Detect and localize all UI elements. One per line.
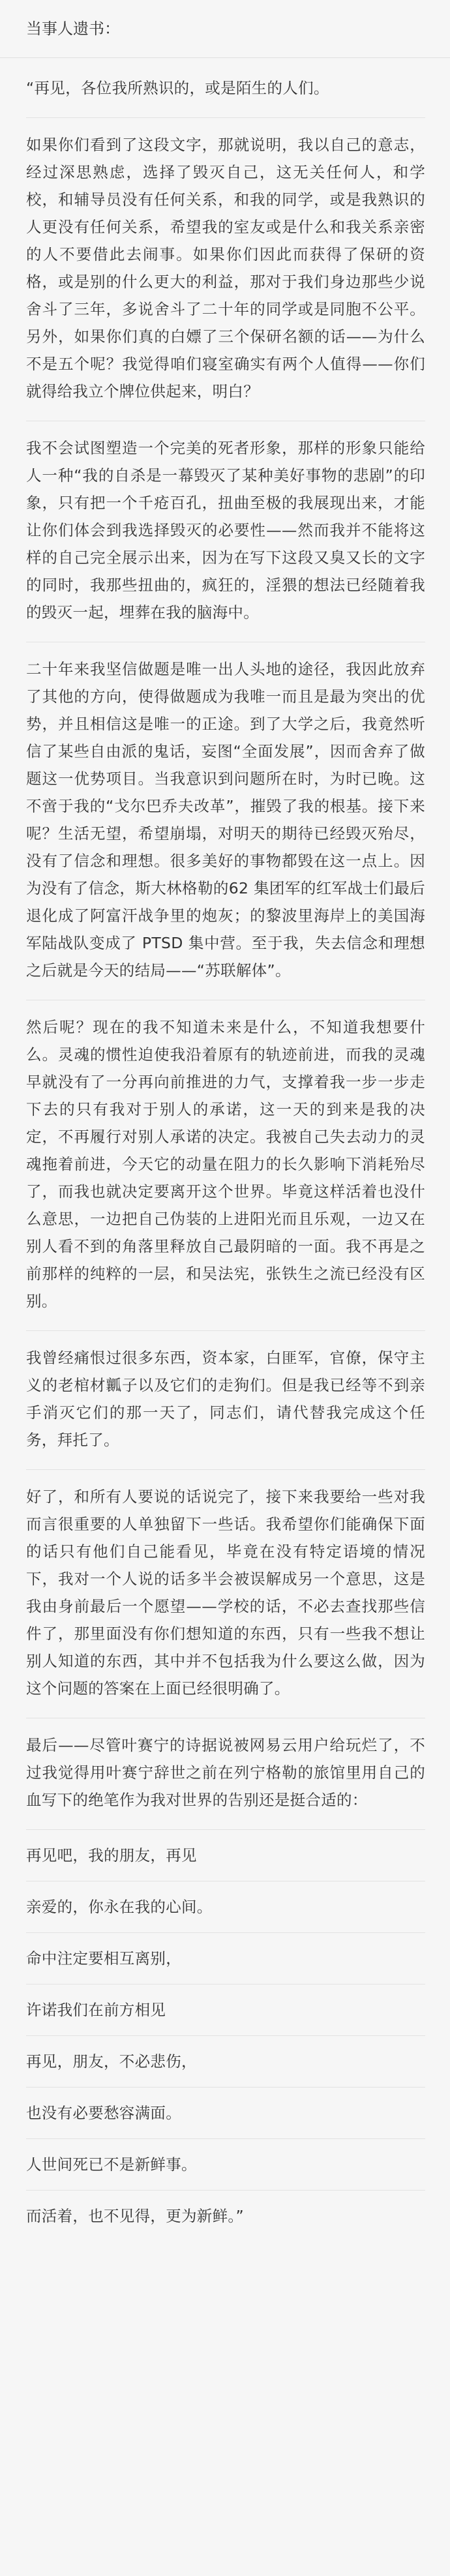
- poem-line: 而活着，也不见得，更为新鲜。”: [26, 2207, 244, 2225]
- poem-line: 也没有必要愁容满面。: [26, 2088, 425, 2139]
- poem-line: 命中注定要相互离别，: [26, 1933, 425, 1984]
- poem-line: 再见吧，我的朋友，再见: [26, 1830, 425, 1881]
- letter-heading: 当事人遗书：: [26, 20, 120, 38]
- paragraph-private-messages: 好了，和所有人要说的话说完了，接下来我要给一些对我而言很重要的人单独留下一些话。我希望你们能确保下面的话只有他们自己能看见，毕竟在没有特定语境的情况下，我对一个人说的话多半会被误解成另一个意思，这是我由身前最后一个愿望——学校的话，不必去查找那些信件了，那里面没有你们想知道的东西，只有一些我不想让别人知道的东西，其中并不包括我为什么要这么做，因为这个问题的答案在上面已经很明确了。: [26, 1470, 425, 1718]
- paragraph-hatred: 我曾经痛恨过很多东西，资本家，白匪军，官僚，保守主义的老棺材瓤子以及它们的走狗们。但是我已经等不到亲手消灭它们的那一天了，同志们，请代替我完成这个任务，拜托了。: [26, 1331, 425, 1470]
- paragraph-self-image: 我不会试图塑造一个完美的死者形象，那样的形象只能给人一种“我的自杀是一幕毁灭了某种美好事物的悲剧”的印象，只有把一个千疮百孔，扭曲至极的我展现出来，才能让你们体会到我选择毁灭的必要性——然而我并不能将这样的自己完全展示出来，因为在写下这段又臭又长的文字的同时，我那些扭曲的，疯狂的，淫猥的想法已经随着我的毁灭一起，埋葬在我的脑海中。: [26, 421, 425, 642]
- poem-line: 人世间死已不是新鲜事。: [26, 2139, 425, 2191]
- poem-line: 亲爱的，你永在我的心间。: [26, 1881, 425, 1933]
- paragraph-poem-intro: 最后——尽管叶赛宁的诗据说被网易云用户给玩烂了，不过我觉得用叶赛宁辞世之前在列宁格勒的旅馆里用自己的血写下的绝笔作为我对世界的告别还是挺合适的：: [26, 1718, 425, 1830]
- paragraph-exams: 二十年来我坚信做题是唯一出人头地的途径，我因此放弃了其他的方向，使得做题成为我唯一而且是最为突出的优势，并且相信这是唯一的正途。到了大学之后，我竟然听信了某些自由派的鬼话，妄图“全面发展”，因而舍弃了做题这一优势项目。当我意识到问题所在时，为时已晚。这不啻于我的“戈尔巴乔夫改革”，摧毁了我的根基。接下来呢？生活无望，希望崩塌，对明天的期待已经毁灭殆尽，没有了信念和理想。很多美好的事物都毁在这一点上。因为没有了信念，斯大林格勒的62 集团军的红军战士们最后退化成了阿富汗战争里的炮灰；的黎波里海岸上的美国海军陆战队变成了 PTSD 集中营。至于我，失去信念和理想之后就是今天的结局——“苏联解体”。: [26, 642, 425, 1000]
- paragraph-disclaimer: 如果你们看到了这段文字，那就说明，我以自己的意志，经过深思熟虑，选择了毁灭自己，这无关任何人，和学校，和辅导员没有任何关系，和我的同学，或是我熟识的人更没有任何关系，希望我的室友或是什么和我关系亲密的人不要借此去闹事。如果你们因此而获得了保研的资格，或是别的什么更大的利益，那对于我们身边那些少说舍斗了三年，多说舍斗了二十年的同学或是同胞不公平。另外，如果你们真的白嫖了三个保研名额的话——为什么不是五个呢？我觉得咱们寝室确实有两个人值得——你们就得给我立个牌位供起来，明白？: [26, 118, 425, 421]
- poem-line: 许诺我们在前方相见: [26, 1984, 425, 2036]
- paragraph-greeting: “再见，各位我所熟识的，或是陌生的人们。: [26, 57, 425, 118]
- letter-heading-row: [0, 0, 450, 58]
- paragraph-future: 然后呢？现在的我不知道未来是什么，不知道我想要什么。灵魂的惯性迫使我沿着原有的轨迹前进，而我的灵魂早就没有了一分再向前推进的力气，支撑着我一步一步走下去的只有我对于别人的承诺，这一天的到来是我的决定，不再履行对别人承诺的决定。我被自己失去动力的灵魂拖着前进，今天它的动量在阻力的长久影响下消耗殆尽了，而我也就决定要离开这个世界。毕竟这样活着也没什么意思，一边把自己伪装的上进阳光而且乐观，一边又在别人看不到的角落里释放自己最阴暗的一面。我不再是之前那样的纯粹的一层，和吴法宪，张铁生之流已经没有区别。: [26, 1000, 425, 1331]
- poem-line: 再见，朋友，不必悲伤，: [26, 2036, 425, 2088]
- letter-body: [26, 57, 425, 2241]
